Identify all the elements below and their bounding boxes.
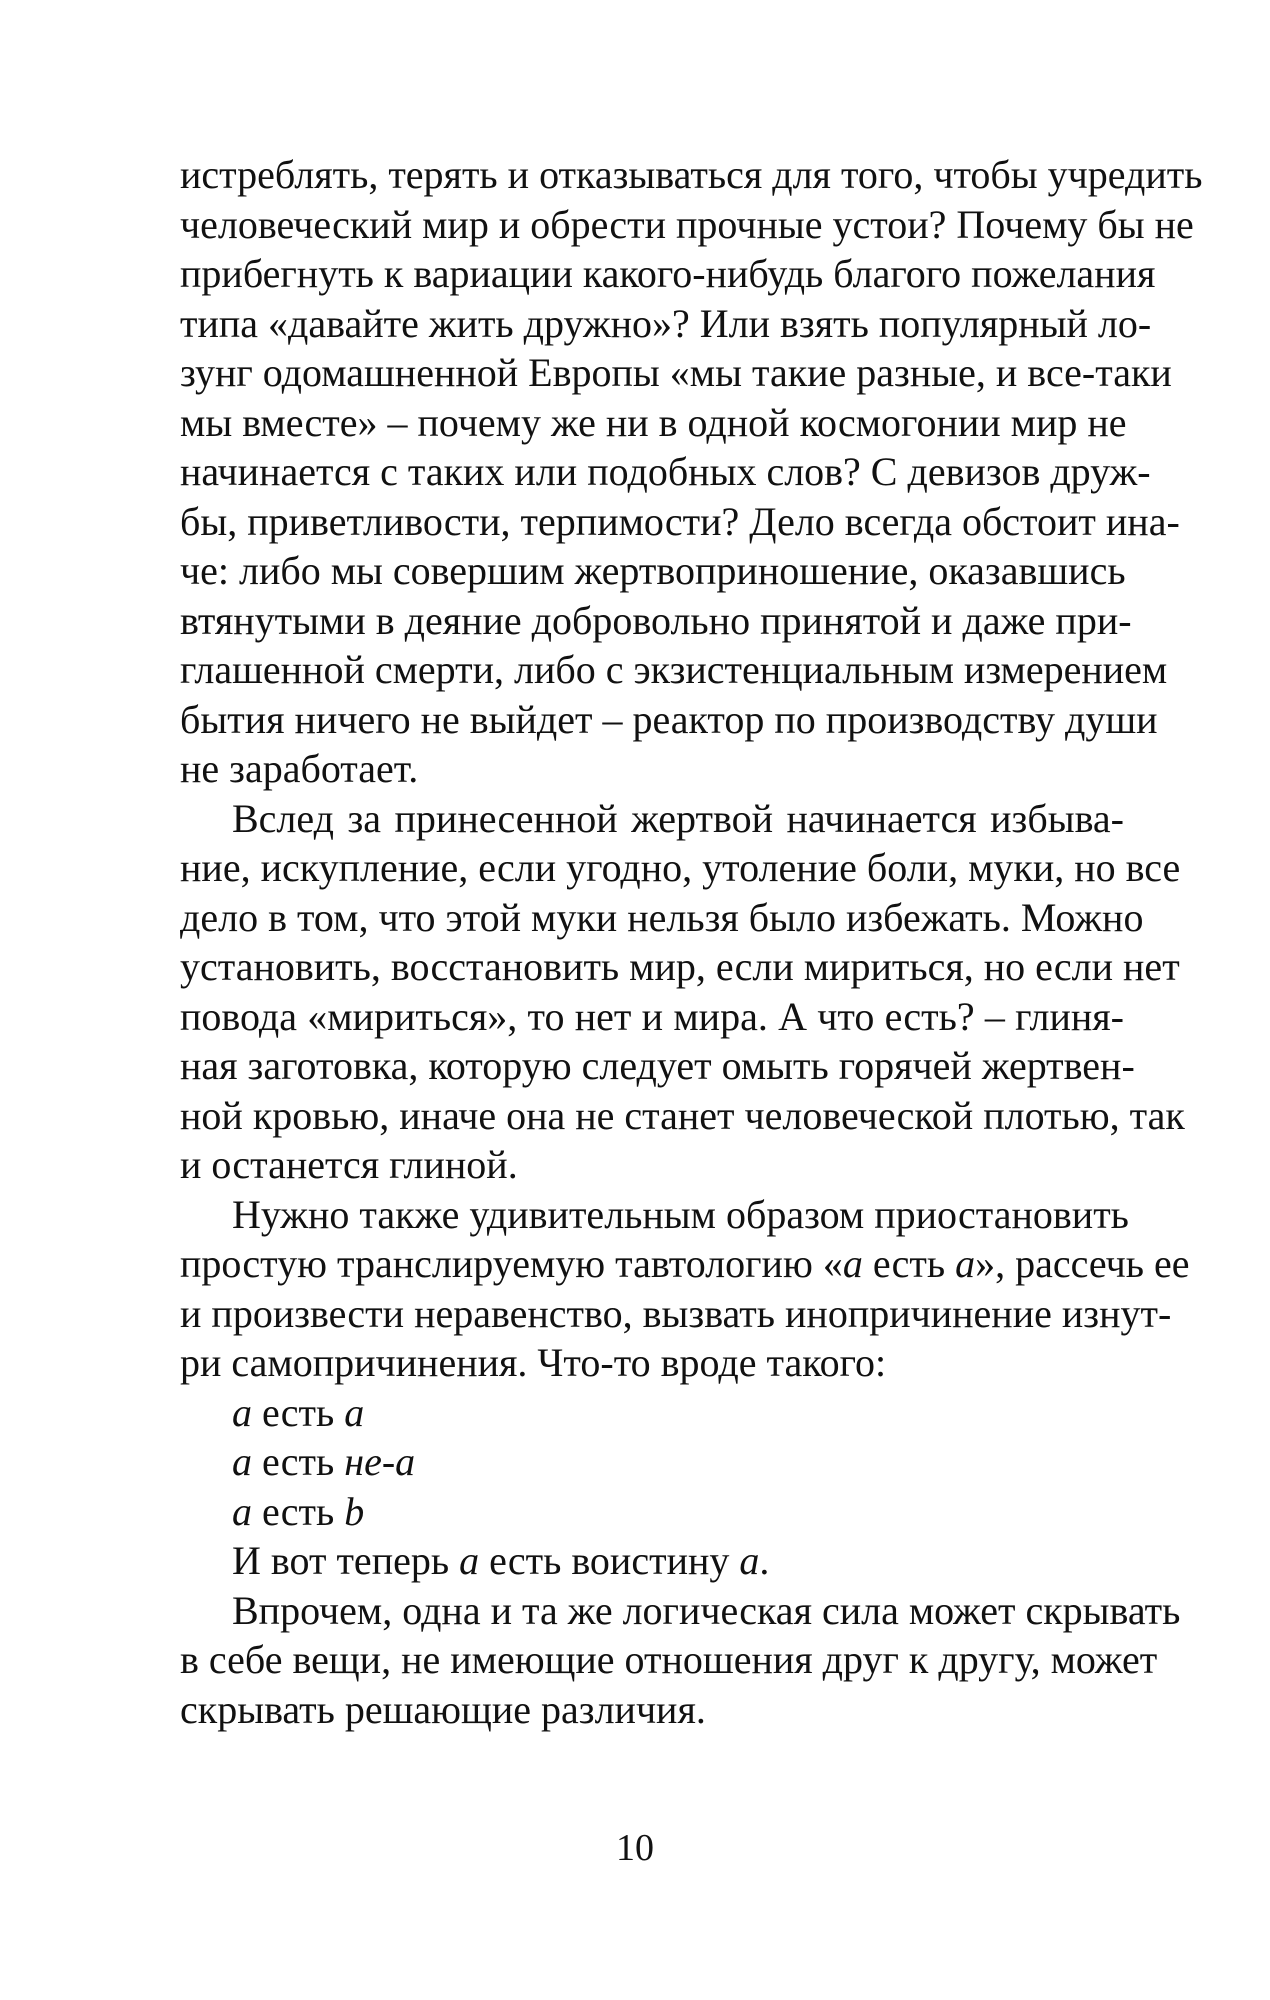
text-line: Вслед за принесенной жертвой начинается избыва- — [232, 795, 1124, 841]
conclusion-line — [180, 1536, 1124, 1586]
text-line: прибегнуть к вариации какого-нибудь благого пожелания — [180, 251, 1156, 296]
text-line: начинается с таких или подобных слов? С девизов друж- — [180, 449, 1151, 494]
page-number: 10 — [616, 1827, 654, 1869]
text-fragment: . — [759, 1538, 770, 1583]
text-line: Нужно также удивительным образом приостановить — [232, 1191, 1129, 1237]
text-fragment: », рассечь ее — [975, 1241, 1190, 1286]
text-line: ной кровью, иначе она не станет человеческой плотью, так — [180, 1092, 1185, 1138]
italic-variable: не-а — [344, 1439, 416, 1484]
text-fragment: есть — [862, 1241, 956, 1286]
page-body — [180, 150, 1203, 1734]
italic-variable: b — [344, 1488, 365, 1534]
paragraph-2 — [180, 794, 1185, 1190]
text-line: бытия ничего не выйдет – реактор по производству души — [180, 696, 1158, 742]
italic-variable: а — [232, 1488, 252, 1534]
text-line: типа «давайте жить дружно»? Или взять популярный ло- — [180, 300, 1152, 346]
italic-variable: а — [232, 1439, 252, 1484]
text-line: ная заготовка, которую следует омыть горячей жертвен- — [180, 1043, 1135, 1088]
italic-variable: а — [344, 1389, 365, 1435]
text-fragment: есть — [252, 1439, 345, 1484]
text-line: мы вместе» – почему же ни в одной космогонии мир не — [180, 399, 1127, 445]
text-line: человеческий мир и обрести прочные устои? Почему бы не — [180, 201, 1194, 247]
text-fragment: есть — [252, 1488, 345, 1534]
text-line: и произвести неравенство, вызвать инопричинение изнут- — [180, 1290, 1172, 1336]
text-line: бы, приветливости, терпимости? Дело всегда обстоит ина- — [180, 498, 1180, 544]
text-line: установить, восстановить мир, если мириться, но если нет — [180, 944, 1180, 989]
text-line: че: либо мы совершим жертвоприношение, оказавшись — [180, 548, 1126, 593]
italic-variable: а — [232, 1389, 252, 1435]
formula-line — [180, 1388, 1124, 1438]
text-line: и останется глиной. — [180, 1142, 518, 1187]
text-line: Впрочем, одна и та же логическая сила может скрывать — [232, 1587, 1181, 1633]
text-line: глашенной смерти, либо с экзистенциальным измерением — [180, 647, 1168, 692]
paragraph-3 — [180, 1190, 1190, 1388]
text-line: втянутыми в деяние добровольно принятой и даже при- — [180, 597, 1132, 643]
formula-line — [180, 1487, 1124, 1537]
text-line: повода «мириться», то нет и мира. А что есть? – глиня- — [180, 993, 1124, 1039]
text-line: ние, искупление, если угодно, утоление боли, муки, но все — [180, 845, 1181, 890]
text-line: в себе вещи, не имеющие отношения друг к другу, может — [180, 1637, 1158, 1682]
italic-variable: а — [842, 1241, 863, 1286]
text-line: истреблять, терять и отказываться для того, чтобы учредить — [180, 152, 1203, 197]
paragraph-final — [180, 1586, 1181, 1735]
conclusion — [180, 1536, 1124, 1586]
italic-variable: а — [459, 1538, 480, 1583]
italic-variable: а — [955, 1241, 976, 1286]
text-line — [180, 1239, 1190, 1289]
paragraph-1 — [180, 150, 1203, 794]
text-line: скрывать решающие различия. — [180, 1686, 706, 1732]
formula-line — [180, 1437, 1124, 1487]
formula-list — [180, 1388, 1124, 1537]
text-fragment: простую транслируемую тавтологию « — [180, 1241, 843, 1286]
text-fragment: есть воистину — [479, 1538, 740, 1583]
text-line: зунг одомашненной Европы «мы такие разные, и все-таки — [180, 350, 1172, 395]
text-fragment: И вот теперь — [232, 1538, 460, 1583]
text-block — [180, 150, 1203, 1734]
text-line: ри самопричинения. Что-то вроде такого: — [180, 1340, 887, 1385]
text-fragment: есть — [252, 1389, 345, 1435]
text-line: не заработает. — [180, 746, 419, 791]
italic-variable: а — [739, 1538, 760, 1583]
text-line: дело в том, что этой муки нельзя было избежать. Можно — [180, 894, 1144, 940]
